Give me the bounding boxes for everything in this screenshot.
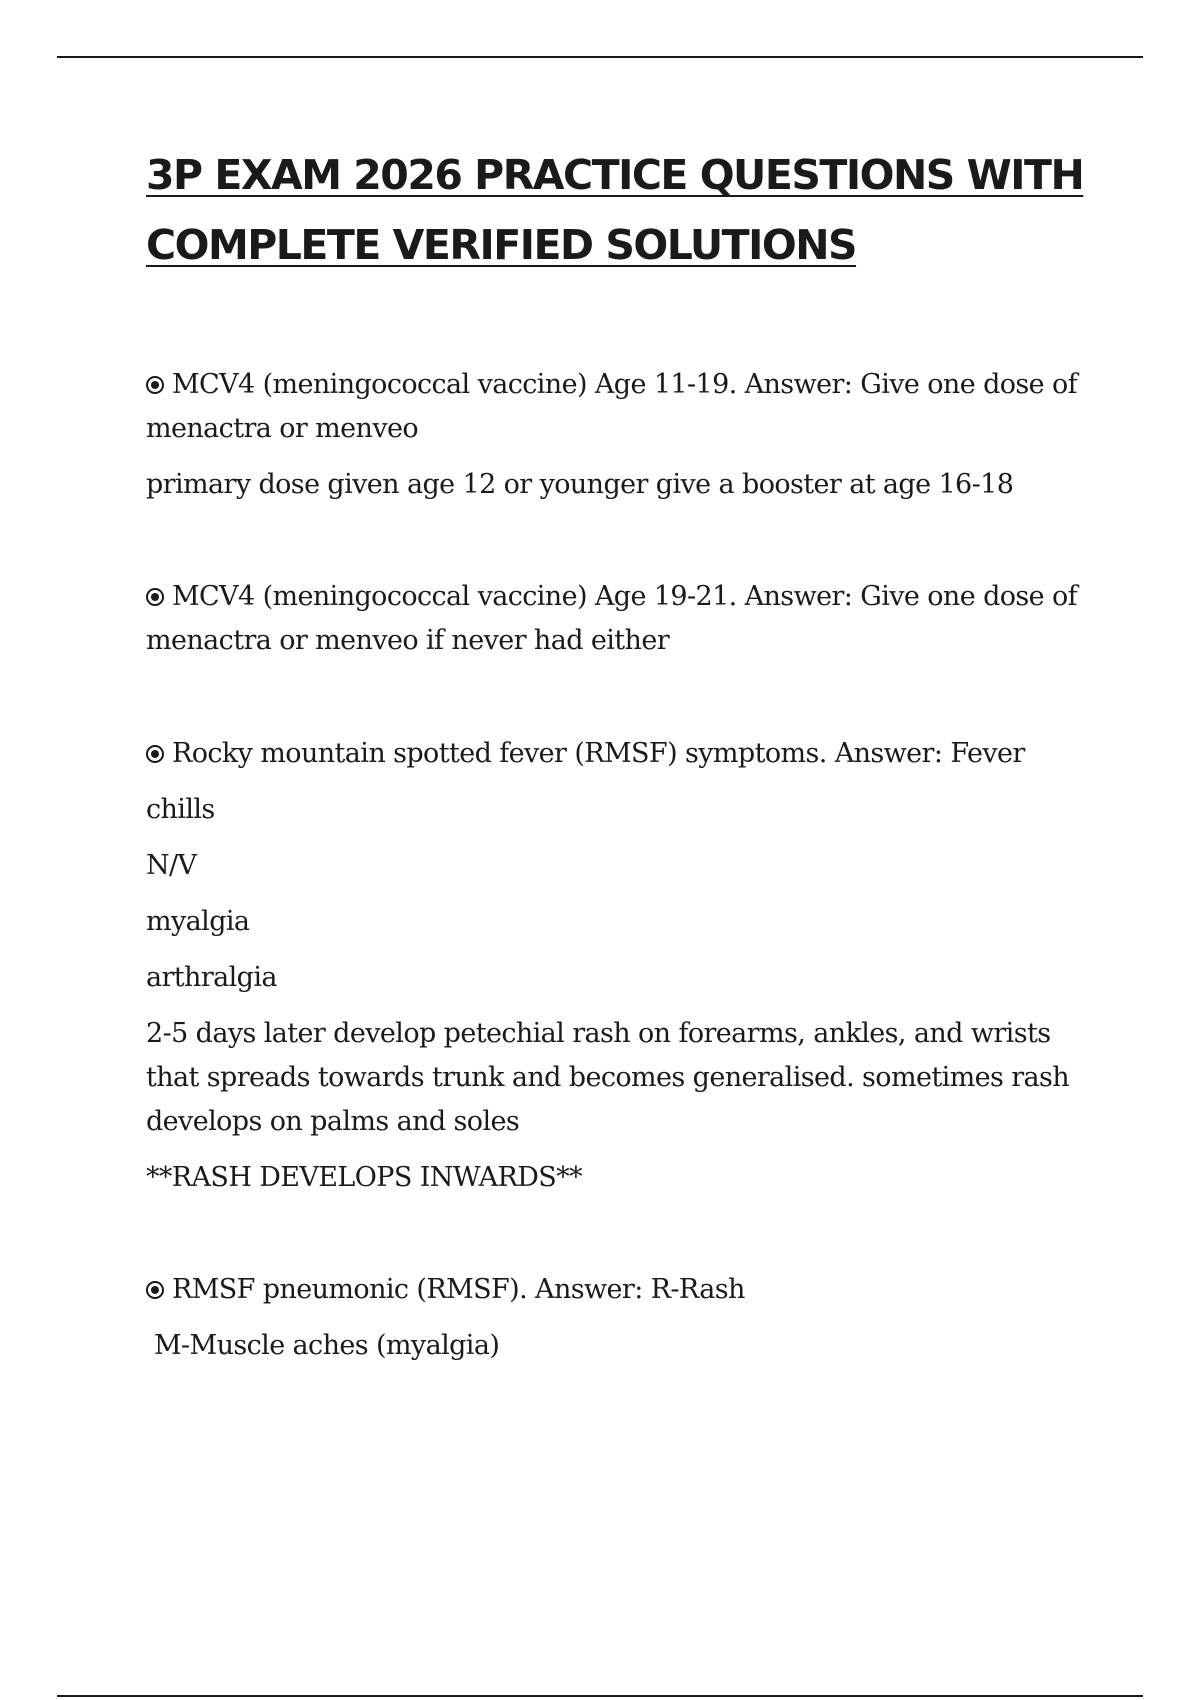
footer-rule	[57, 1695, 1143, 1697]
answer-line: **RASH DEVELOPS INWARDS**	[146, 1162, 582, 1193]
answer-line: myalgia	[146, 906, 250, 937]
answer-line: chills	[146, 794, 215, 825]
question-text: MCV4 (meningococcal vaccine) Age 11-19. Answer: Give one dose of menactra or menveo	[146, 369, 1078, 444]
radio-bullet-icon	[146, 376, 164, 394]
header-rule	[57, 56, 1143, 58]
answer-line: 2-5 days later develop petechial rash on forearms, ankles, and wrists that spreads towards trunk and becomes generalised. sometimes rash develops on palms and soles	[146, 1018, 1070, 1137]
question-item	[146, 1268, 1106, 1312]
answer-line: N/V	[146, 850, 197, 881]
title-line-2: COMPLETE VERIFIED SOLUTIONS	[146, 221, 857, 269]
answer-line: primary dose given age 12 or younger give a booster at age 16-18	[146, 469, 1014, 500]
radio-bullet-icon	[146, 1281, 164, 1299]
question-item	[146, 363, 1106, 451]
question-item	[146, 575, 1106, 663]
question-text: MCV4 (meningococcal vaccine) Age 19-21. Answer: Give one dose of menactra or menveo if never had either	[146, 581, 1078, 656]
document-title	[146, 140, 1106, 280]
document-content	[146, 140, 1106, 1368]
radio-bullet-icon	[146, 745, 164, 763]
question-item	[146, 732, 1106, 776]
question-text: Rocky mountain spotted fever (RMSF) symptoms. Answer: Fever	[172, 738, 1025, 769]
title-line-1: 3P EXAM 2026 PRACTICE QUESTIONS WITH	[146, 151, 1084, 199]
radio-bullet-icon	[146, 588, 164, 606]
answer-line: arthralgia	[146, 962, 277, 993]
question-list	[146, 363, 1106, 1368]
answer-line: M-Muscle aches (myalgia)	[146, 1330, 500, 1361]
question-text: RMSF pneumonic (RMSF). Answer: R-Rash	[172, 1274, 745, 1305]
